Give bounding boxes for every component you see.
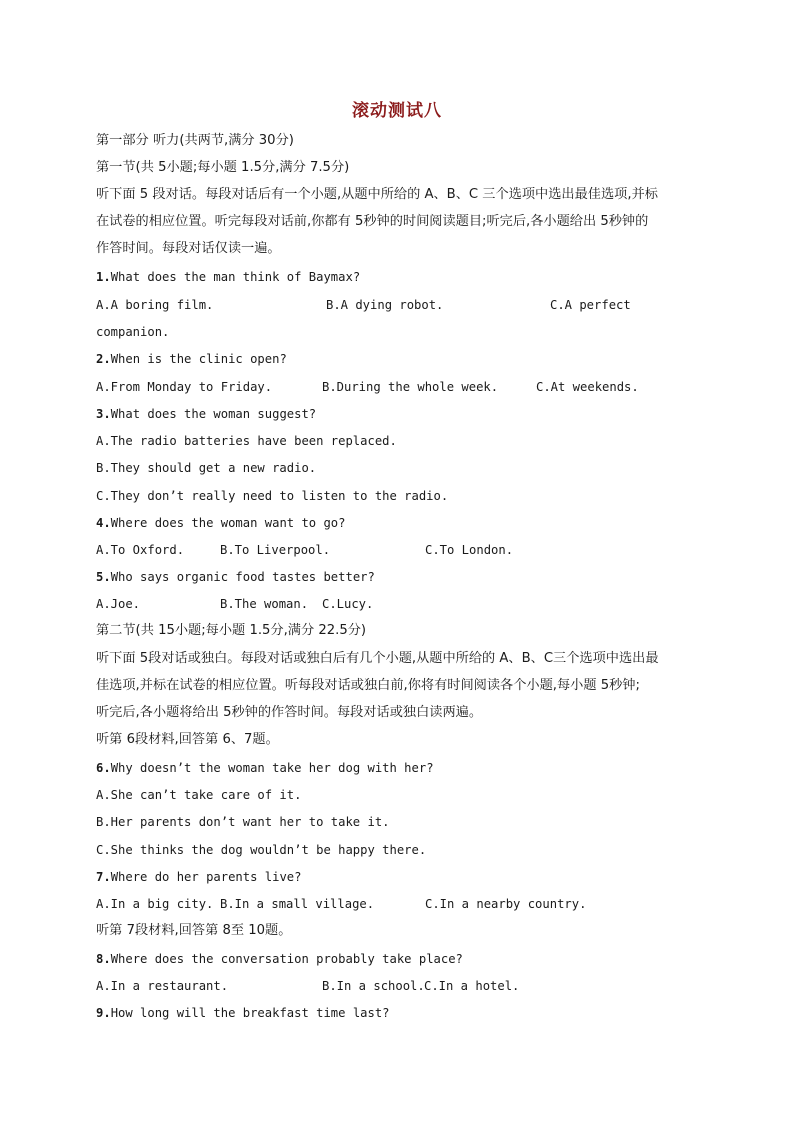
question-number: 4. bbox=[96, 516, 111, 530]
q3-option-a: A.The radio batteries have been replaced. bbox=[96, 434, 397, 448]
section-one-instruction-line-3: 作答时间。每段对话仅读一遍。 bbox=[96, 241, 281, 256]
q7-option-b: B.In a small village. bbox=[220, 897, 375, 911]
question-7 bbox=[96, 868, 301, 886]
section-one-instruction-line-1: 听下面 5 段对话。每段对话后有一个小题,从题中所给的 A、B、C 三个选项中选出最佳选项,并标 bbox=[96, 187, 658, 202]
q5-option-a: A.Joe. bbox=[96, 597, 141, 611]
question-text: How long will the breakfast time last? bbox=[110, 1006, 390, 1020]
q8-option-b: B.In a school. bbox=[322, 979, 425, 993]
question-number: 8. bbox=[96, 952, 111, 966]
section-two-instruction-line-2: 佳选项,并标在试卷的相应位置。听每段对话或独白前,你将有时间阅读各个小题,每小题 5秒钟; bbox=[96, 678, 640, 693]
question-6 bbox=[96, 759, 434, 777]
question-5 bbox=[96, 568, 375, 586]
question-text: Who says organic food tastes better? bbox=[110, 570, 375, 584]
q4-option-c: C.To London. bbox=[425, 543, 514, 557]
q5-option-b: B.The woman. bbox=[220, 597, 309, 611]
section-two-instruction-line-1: 听下面 5段对话或独白。每段对话或独白后有几个小题,从题中所给的 A、B、C三个选项中选出最 bbox=[96, 651, 659, 666]
part-one-heading: 第一部分 听力(共两节,满分 30分) bbox=[96, 133, 294, 148]
q3-option-b: B.They should get a new radio. bbox=[96, 461, 317, 475]
q6-option-a: A.She can’t take care of it. bbox=[96, 788, 302, 802]
question-text: What does the woman suggest? bbox=[110, 407, 317, 421]
question-number: 9. bbox=[96, 1006, 111, 1020]
question-number: 7. bbox=[96, 870, 111, 884]
section-two-instruction-line-3: 听完后,各小题将给出 5秒钟的作答时间。每段对话或独白读两遍。 bbox=[96, 705, 483, 720]
q4-option-b: B.To Liverpool. bbox=[220, 543, 331, 557]
question-8 bbox=[96, 950, 463, 968]
question-text: Where does the woman want to go? bbox=[110, 516, 346, 530]
question-number: 5. bbox=[96, 570, 111, 584]
q1-option-c: C.A perfect bbox=[550, 298, 631, 312]
question-number: 2. bbox=[96, 352, 111, 366]
q6-option-b: B.Her parents don’t want her to take it. bbox=[96, 815, 390, 829]
question-number: 1. bbox=[96, 270, 111, 284]
question-text: Where do her parents live? bbox=[110, 870, 302, 884]
question-9 bbox=[96, 1004, 390, 1022]
q7-option-c: C.In a nearby country. bbox=[425, 897, 587, 911]
question-number: 6. bbox=[96, 761, 111, 775]
q1-option-a: A.A boring film. bbox=[96, 298, 214, 312]
question-text: What does the man think of Baymax? bbox=[110, 270, 361, 284]
q5-option-c: C.Lucy. bbox=[322, 597, 374, 611]
section-one-instruction-line-2: 在试卷的相应位置。听完每段对话前,你都有 5秒钟的时间阅读题目;听完后,各小题给出 5秒钟的 bbox=[96, 214, 649, 229]
question-number: 3. bbox=[96, 407, 111, 421]
q1-option-b: B.A dying robot. bbox=[326, 298, 444, 312]
q6-option-c: C.She thinks the dog wouldn’t be happy there. bbox=[96, 843, 427, 857]
q2-option-b: B.During the whole week. bbox=[322, 380, 499, 394]
question-text: Where does the conversation probably take place? bbox=[110, 952, 463, 966]
page-title: 滚动测试八 bbox=[352, 101, 442, 121]
q3-option-c: C.They don’t really need to listen to the radio. bbox=[96, 489, 449, 503]
section-one-heading: 第一节(共 5小题;每小题 1.5分,满分 7.5分) bbox=[96, 160, 350, 175]
q2-option-a: A.From Monday to Friday. bbox=[96, 380, 273, 394]
q2-option-c: C.At weekends. bbox=[536, 380, 639, 394]
material-6-instruction: 听第 6段材料,回答第 6、7题。 bbox=[96, 732, 279, 747]
q7-option-a: A.In a big city. bbox=[96, 897, 214, 911]
question-3 bbox=[96, 405, 316, 423]
section-two-heading: 第二节(共 15小题;每小题 1.5分,满分 22.5分) bbox=[96, 623, 367, 638]
question-text: Why doesn’t the woman take her dog with her? bbox=[110, 761, 434, 775]
question-2 bbox=[96, 350, 287, 368]
q1-option-c-continued: companion. bbox=[96, 325, 170, 339]
question-4 bbox=[96, 514, 346, 532]
question-1 bbox=[96, 268, 360, 286]
material-7-instruction: 听第 7段材料,回答第 8至 10题。 bbox=[96, 923, 292, 938]
q8-option-c: C.In a hotel. bbox=[424, 979, 520, 993]
question-text: When is the clinic open? bbox=[110, 352, 287, 366]
q8-option-a: A.In a restaurant. bbox=[96, 979, 229, 993]
q4-option-a: A.To Oxford. bbox=[96, 543, 185, 557]
